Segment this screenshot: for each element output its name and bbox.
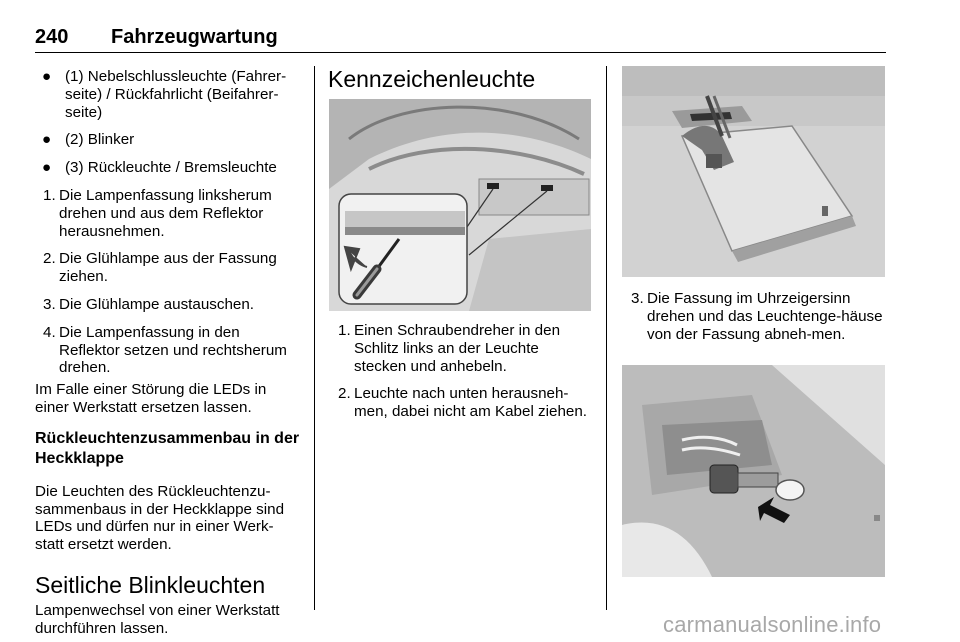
step-item <box>35 296 301 314</box>
step-text: Die Glühlampe aus der Fassung ziehen. <box>59 250 277 286</box>
list-item-text: (1) Nebelschlussleuchte (Fahrer-seite) / Rückfahrlicht (Beifahrer-seite) <box>65 68 287 121</box>
column-divider <box>606 66 607 610</box>
step-number: 2. <box>43 250 56 268</box>
section-heading: Kennzeichenleuchte <box>328 66 536 92</box>
step-number: 4. <box>43 323 56 341</box>
figure-lamp-housing <box>622 66 885 277</box>
step-item <box>35 324 301 377</box>
step-number: 2. <box>338 385 351 403</box>
step-text: Die Lampenfassung in den Reflektor setzen und rechtsherum drehen. <box>59 323 287 377</box>
figure-screwdriver-lamp <box>329 99 591 311</box>
section-heading: Seitliche Blinkleuchten <box>35 571 266 598</box>
step-text: Die Glühlampe austauschen. <box>59 295 255 313</box>
right-column <box>623 290 885 353</box>
step-item <box>330 385 592 421</box>
figure-bulb-removal-illustration <box>622 365 885 577</box>
column-divider <box>314 66 315 610</box>
step-number: 3. <box>631 290 644 307</box>
step-text: Die Lampenfassung linksherum drehen und aus dem Reflektor herausnehmen. <box>59 186 272 240</box>
step-text: Leuchte nach unten herausneh-men, dabei nicht am Kabel ziehen. <box>354 385 588 421</box>
step-item <box>330 322 592 375</box>
list-item-text: (3) Rückleuchte / Bremsleuchte <box>65 159 277 177</box>
list-item: ● (1) Nebelschlussleuchte (Fahrer-seite) / Rückfahrlicht (Beifahrer-seite) <box>42 68 287 121</box>
led-note: Im Falle einer Störung die LEDs in einer Werkstatt ersetzen lassen. <box>35 381 267 416</box>
left-column <box>35 68 301 638</box>
figure-lamp-housing-illustration <box>622 66 885 277</box>
step-number: 3. <box>43 295 56 313</box>
step-text: Die Fassung im Uhrzeigersinn drehen und das Leuchtenge-häuse von der Fassung abneh-men. <box>647 290 883 343</box>
step-item <box>35 187 301 240</box>
middle-column <box>330 322 592 431</box>
step-number: 1. <box>43 186 56 204</box>
figure-bulb-removal <box>622 365 885 577</box>
list-item: ● (2) Blinker <box>42 131 135 149</box>
step-text: Einen Schraubendreher in den Schlitz links an der Leuchte stecken und anhebeln. <box>354 322 561 375</box>
chapter-title: Fahrzeugwartung <box>111 26 278 48</box>
figure-screwdriver-illustration <box>329 99 591 311</box>
subsection-text: Die Leuchten des Rückleuchtenzu-sammenbaus in der Heckklappe sind LEDs und dürfen nur in einer Werk-statt ersetzt werden. <box>35 482 285 554</box>
page-number: 240 <box>35 26 69 48</box>
step-item <box>623 290 885 343</box>
section-text: Lampenwechsel von einer Werkstatt durchführen lassen. <box>35 601 280 637</box>
footer-watermark: carmanualsonline.info <box>663 612 882 637</box>
list-item: ● (3) Rückleuchte / Bremsleuchte <box>42 159 277 177</box>
step-number: 1. <box>338 322 351 339</box>
step-item <box>35 250 301 286</box>
subsection-heading: Rückleuchtenzusammenbau in der Heckklappe <box>35 429 300 467</box>
page-header <box>35 26 886 53</box>
list-item-text: (2) Blinker <box>65 131 135 149</box>
